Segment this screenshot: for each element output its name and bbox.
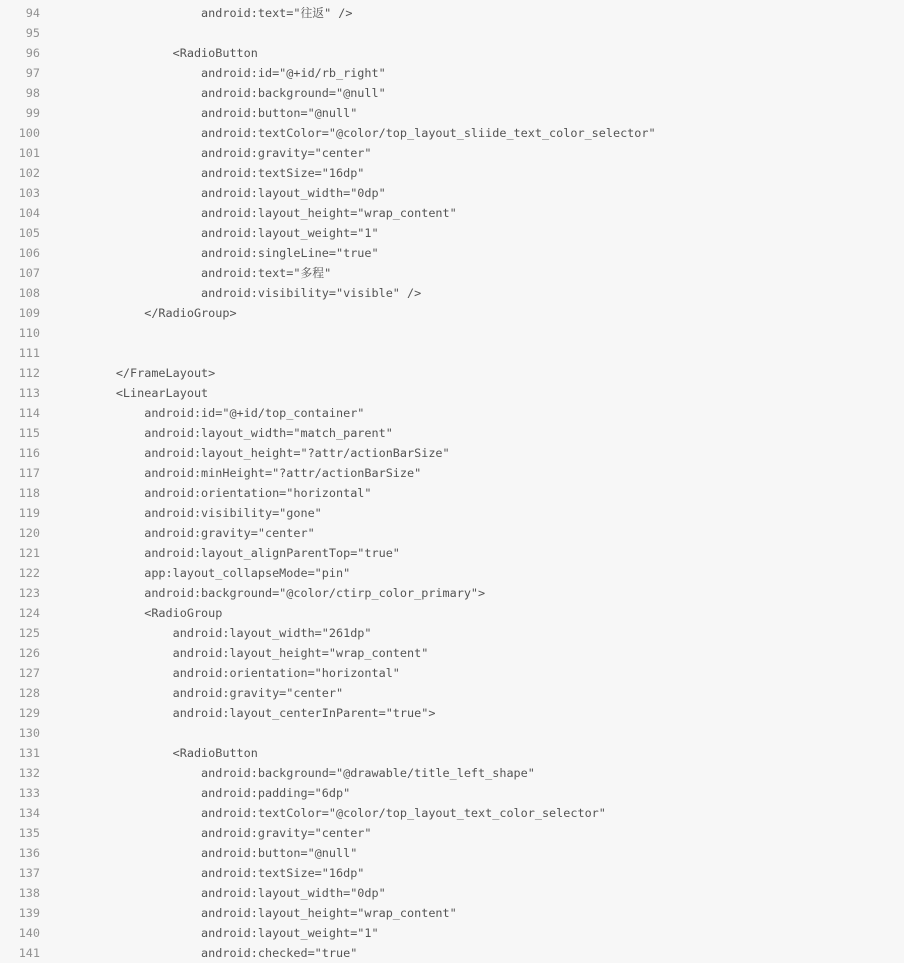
code-line [0, 663, 904, 683]
line-number: 141 [18, 946, 40, 960]
code-text: android:id="@+id/rb_right" [59, 66, 386, 80]
code-text: <RadioGroup [59, 606, 223, 620]
code-text: </FrameLayout> [59, 366, 216, 380]
line-number: 99 [25, 106, 40, 120]
code-line [0, 403, 904, 423]
line-number: 115 [18, 426, 40, 440]
line-number: 121 [18, 546, 40, 560]
line-number: 116 [18, 446, 40, 460]
code-text: </RadioGroup> [59, 306, 237, 320]
line-number: 122 [18, 566, 40, 580]
code-line [0, 563, 904, 583]
code-text: android:layout_height="wrap_content" [59, 906, 457, 920]
code-line [0, 943, 904, 963]
code-text: android:orientation="horizontal" [59, 486, 372, 500]
line-number: 138 [18, 886, 40, 900]
code-line [0, 43, 904, 63]
code-line [0, 23, 904, 43]
line-number: 137 [18, 866, 40, 880]
line-number: 114 [18, 406, 40, 420]
code-text: android:text="往返" /> [59, 6, 353, 20]
line-number: 108 [18, 286, 40, 300]
code-text: android:layout_centerInParent="true"> [59, 706, 436, 720]
line-number: 101 [18, 146, 40, 160]
line-number: 102 [18, 166, 40, 180]
line-number: 131 [18, 746, 40, 760]
code-text: android:background="@color/ctirp_color_primary"> [59, 586, 486, 600]
code-line [0, 183, 904, 203]
line-number: 96 [25, 46, 40, 60]
line-number: 126 [18, 646, 40, 660]
code-line [0, 203, 904, 223]
code-line [0, 883, 904, 903]
code-text: android:padding="6dp" [59, 786, 351, 800]
line-number: 94 [25, 6, 40, 20]
line-number: 139 [18, 906, 40, 920]
line-number: 95 [25, 26, 40, 40]
code-line [0, 583, 904, 603]
code-text: android:minHeight="?attr/actionBarSize" [59, 466, 422, 480]
code-line [0, 483, 904, 503]
code-text: android:gravity="center" [59, 146, 372, 160]
code-text: android:background="@null" [59, 86, 386, 100]
code-line [0, 863, 904, 883]
line-number: 140 [18, 926, 40, 940]
code-line [0, 683, 904, 703]
code-line [0, 63, 904, 83]
code-line [0, 623, 904, 643]
code-text: android:textSize="16dp" [59, 166, 365, 180]
line-number: 117 [18, 466, 40, 480]
code-line [0, 343, 904, 363]
code-line [0, 603, 904, 623]
line-number: 104 [18, 206, 40, 220]
line-number: 130 [18, 726, 40, 740]
code-text: <LinearLayout [59, 386, 209, 400]
code-text: android:layout_weight="1" [59, 926, 379, 940]
code-line [0, 463, 904, 483]
code-line [0, 783, 904, 803]
code-text: android:layout_width="0dp" [59, 186, 386, 200]
code-line [0, 163, 904, 183]
code-line [0, 823, 904, 843]
code-line [0, 803, 904, 823]
line-number: 119 [18, 506, 40, 520]
code-line [0, 123, 904, 143]
line-number: 110 [18, 326, 40, 340]
code-line [0, 843, 904, 863]
line-number: 135 [18, 826, 40, 840]
code-text: android:layout_height="?attr/actionBarSize" [59, 446, 450, 460]
code-text: android:textSize="16dp" [59, 866, 365, 880]
code-line [0, 3, 904, 23]
line-number: 134 [18, 806, 40, 820]
line-number: 132 [18, 766, 40, 780]
code-line [0, 503, 904, 523]
line-number: 124 [18, 606, 40, 620]
line-number: 97 [25, 66, 40, 80]
code-line [0, 323, 904, 343]
line-number: 105 [18, 226, 40, 240]
code-line [0, 423, 904, 443]
code-line [0, 763, 904, 783]
line-number: 125 [18, 626, 40, 640]
code-line [0, 103, 904, 123]
code-text: android:layout_height="wrap_content" [59, 646, 429, 660]
code-line [0, 143, 904, 163]
line-number: 98 [25, 86, 40, 100]
code-text: android:id="@+id/top_container" [59, 406, 365, 420]
code-line [0, 703, 904, 723]
line-number: 113 [18, 386, 40, 400]
code-line [0, 243, 904, 263]
code-text: android:singleLine="true" [59, 246, 379, 260]
code-line [0, 263, 904, 283]
code-text: android:gravity="center" [59, 686, 344, 700]
line-number: 111 [18, 346, 40, 360]
code-text: android:visibility="gone" [59, 506, 322, 520]
code-line [0, 723, 904, 743]
code-text: android:button="@null" [59, 106, 358, 120]
code-text: android:textColor="@color/top_layout_sliide_text_color_selector" [59, 126, 656, 140]
code-line [0, 443, 904, 463]
code-text: android:gravity="center" [59, 826, 372, 840]
code-text: app:layout_collapseMode="pin" [59, 566, 351, 580]
line-number: 106 [18, 246, 40, 260]
code-text: android:layout_width="261dp" [59, 626, 372, 640]
line-number: 112 [18, 366, 40, 380]
line-number: 127 [18, 666, 40, 680]
line-number: 100 [18, 126, 40, 140]
code-text: android:text="多程" [59, 266, 332, 280]
code-text: android:visibility="visible" /> [59, 286, 422, 300]
line-number: 123 [18, 586, 40, 600]
code-line [0, 523, 904, 543]
code-line [0, 643, 904, 663]
code-line [0, 303, 904, 323]
line-number: 118 [18, 486, 40, 500]
code-line [0, 923, 904, 943]
code-line [0, 743, 904, 763]
code-text: <RadioButton [59, 46, 258, 60]
line-number: 133 [18, 786, 40, 800]
code-text: android:textColor="@color/top_layout_text_color_selector" [59, 806, 606, 820]
line-number: 136 [18, 846, 40, 860]
code-text: android:orientation="horizontal" [59, 666, 400, 680]
code-line [0, 363, 904, 383]
line-number: 129 [18, 706, 40, 720]
line-number: 103 [18, 186, 40, 200]
code-text: android:background="@drawable/title_left_shape" [59, 766, 535, 780]
code-text: android:button="@null" [59, 846, 358, 860]
line-number: 109 [18, 306, 40, 320]
line-number: 107 [18, 266, 40, 280]
code-text: android:layout_width="match_parent" [59, 426, 393, 440]
line-number: 120 [18, 526, 40, 540]
code-text: android:layout_width="0dp" [59, 886, 386, 900]
code-line [0, 543, 904, 563]
code-text: android:layout_alignParentTop="true" [59, 546, 400, 560]
code-text: android:layout_weight="1" [59, 226, 379, 240]
code-text: <RadioButton [59, 746, 258, 760]
code-text: android:checked="true" [59, 946, 358, 960]
code-text: android:layout_height="wrap_content" [59, 206, 457, 220]
code-text: android:gravity="center" [59, 526, 315, 540]
code-line [0, 83, 904, 103]
code-line [0, 383, 904, 403]
code-line [0, 283, 904, 303]
line-number: 128 [18, 686, 40, 700]
code-line [0, 223, 904, 243]
code-line [0, 903, 904, 923]
